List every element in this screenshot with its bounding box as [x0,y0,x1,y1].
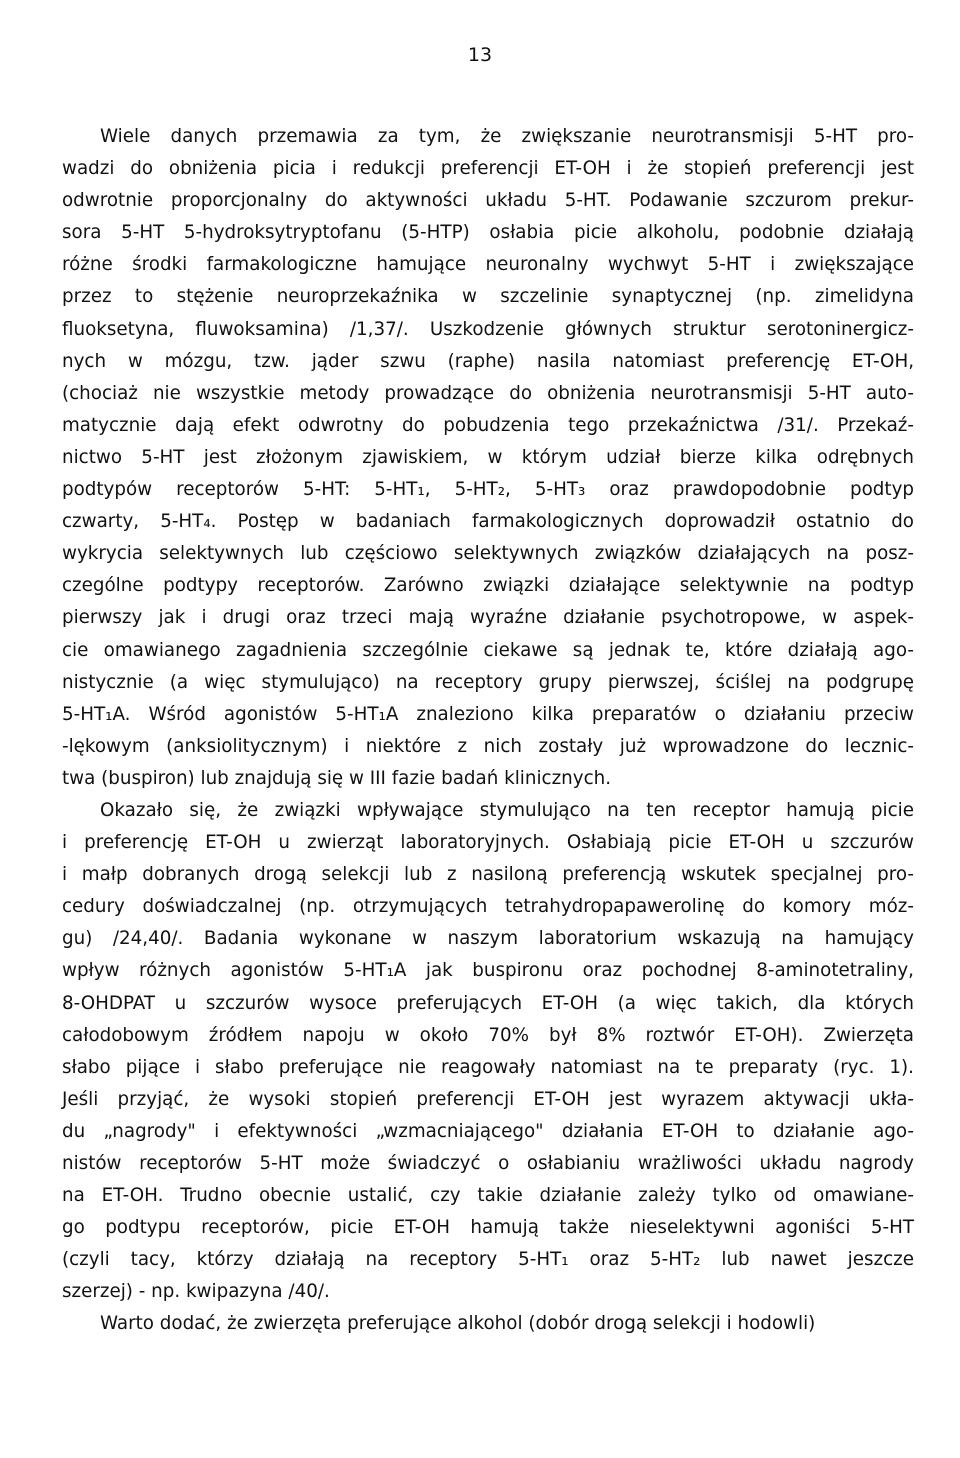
text-line: odwrotnie proporcjonalny do aktywności układu 5-HT. Podawanie szczurom prekur- [62,190,914,212]
text-line: przez to stężenie neuroprzekaźnika w szczelinie synaptycznej (np. zimelidyna [62,286,914,308]
text-line: słabo pijące i słabo preferujące nie reagowały natomiast na te preparaty (ryc. 1). [62,1056,914,1078]
text-line: Okazało się, że związki wpływające stymulująco na ten receptor hamują picie [100,799,914,821]
text-line: Jeśli przyjąć, że wysoki stopień preferencji ET-OH jest wyrazem aktywacji ukła- [62,1088,914,1110]
document-body [62,121,914,1341]
text-line: cedury doświadczalnej (np. otrzymujących tetrahydropapawerolinę do komory móz- [62,896,914,918]
text-line: -lękowym (anksiolitycznym) i niektóre z nich zostały już wprowadzone do lecznic- [62,735,914,757]
text-line: nych w mózgu, tzw. jąder szwu (raphe) nasila natomiast preferencję ET-OH, [62,350,914,372]
text-line: go podtypu receptorów, picie ET-OH hamują także nieselektywni agoniści 5-HT [62,1217,914,1239]
text-line: i małp dobranych drogą selekcji lub z nasiloną preferencją wskutek specjalnej pro- [62,864,914,886]
text-line: 8-OHDPAT u szczurów wysoce preferujących ET-OH (a więc takich, dla których [62,992,914,1014]
text-line: całodobowym źródłem napoju w około 70% był 8% roztwór ET-OH). Zwierzęta [62,1024,914,1046]
page-number: 13 [467,44,493,66]
text-line: (chociaż nie wszystkie metody prowadzące do obniżenia neurotransmisji 5-HT auto- [62,382,914,404]
text-line: wadzi do obniżenia picia i redukcji preferencji ET-OH i że stopień preferencji jest [62,158,914,180]
text-line: i preferencję ET-OH u zwierząt laboratoryjnych. Osłabiają picie ET-OH u szczurów [62,832,914,854]
text-line: czególne podtypy receptorów. Zarówno związki działające selektywnie na podtyp [62,575,914,597]
text-line: matycznie dają efekt odwrotny do pobudzenia tego przekaźnictwa /31/. Przekaź- [62,414,914,436]
text-line: du „nagrody" i efektywności „wzmacniającego" działania ET-OH to działanie ago- [62,1120,914,1142]
text-line: cie omawianego zagadnienia szczególnie ciekawe są jednak te, które działają ago- [62,639,914,661]
text-line: nistów receptorów 5-HT może świadczyć o osłabianiu wrażliwości układu nagrody [62,1153,914,1174]
text-line: (czyli tacy, którzy działają na receptory 5-HT₁ oraz 5-HT₂ lub nawet jeszcze [62,1249,914,1271]
text-line: podtypów receptorów 5-HT: 5-HT₁, 5-HT₂, 5-HT₃ oraz prawdopodobnie podtyp [62,479,914,501]
text-line: 5-HT₁A. Wśród agonistów 5-HT₁A znaleziono kilka preparatów o działaniu przeciw [62,703,914,725]
text-line: nictwo 5-HT jest złożonym zjawiskiem, w którym udział bierze kilka odrębnych [62,446,914,468]
text-line: wykrycia selektywnych lub częściowo selektywnych związków działających na posz- [62,543,914,565]
text-line: czwarty, 5-HT₄. Postęp w badaniach farmakologicznych doprowadził ostatnio do [62,511,914,533]
text-line: różne środki farmakologiczne hamujące neuronalny wychwyt 5-HT i zwiększające [62,254,914,276]
text-line: gu) /24,40/. Badania wykonane w naszym laboratorium wskazują na hamujący [62,928,914,950]
text-line: szerzej) - np. kwipazyna /40/. [62,1281,330,1303]
text-line: fluoksetyna, fluwoksamina) /1,37/. Uszkodzenie głównych struktur serotoninergicz- [62,318,914,340]
text-line: twa (buspiron) lub znajdują się w III fazie badań klinicznych. [62,767,612,789]
text-line: wpływ różnych agonistów 5-HT₁A jak buspironu oraz pochodnej 8-aminotetraliny, [62,960,914,982]
text-line: nistycznie (a więc stymulująco) na receptory grupy pierwszej, ściślej na podgrupę [62,671,914,693]
text-line: pierwszy jak i drugi oraz trzeci mają wyraźne działanie psychotropowe, w aspek- [62,607,914,629]
text-line: Wiele danych przemawia za tym, że zwiększanie neurotransmisji 5-HT pro- [100,126,914,147]
text-line: Warto dodać, że zwierzęta preferujące alkohol (dobór drogą selekcji i hodowli) [100,1313,816,1335]
text-line: na ET-OH. Trudno obecnie ustalić, czy takie działanie zależy tylko od omawiane- [62,1185,914,1207]
text-line: sora 5-HT 5-hydroksytryptofanu (5-HTP) osłabia picie alkoholu, podobnie działają [62,222,914,244]
